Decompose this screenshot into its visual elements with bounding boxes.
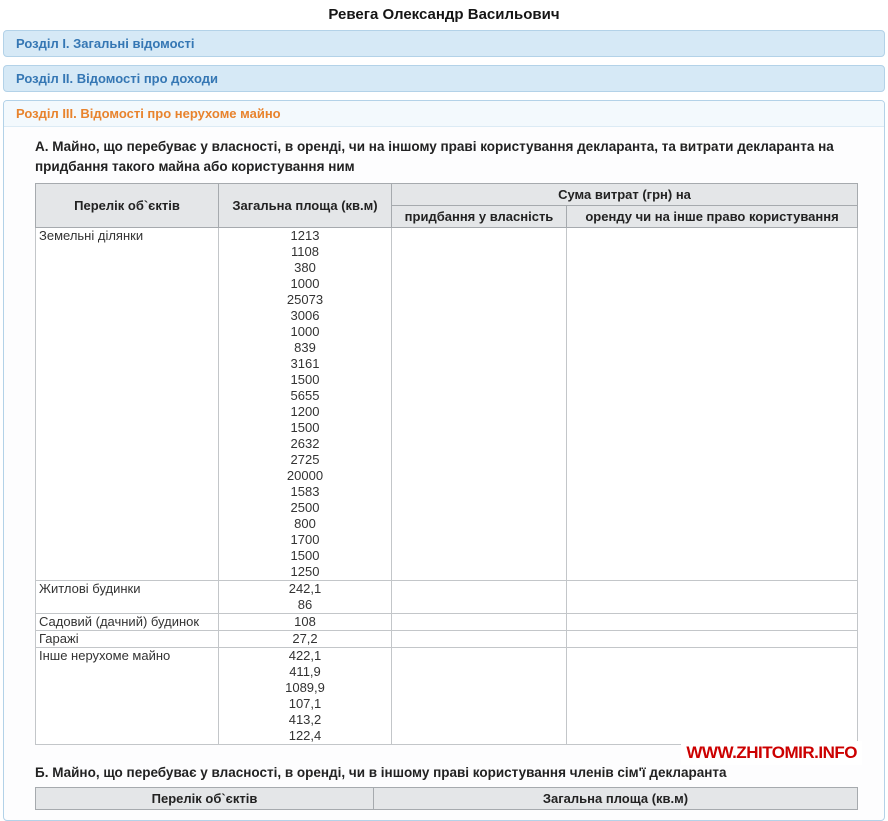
- property-table-body: [36, 228, 858, 745]
- area-value: 20000: [286, 468, 324, 483]
- area-values-cell: [219, 614, 392, 631]
- area-value: 411,9: [289, 664, 321, 679]
- area-value: 1108: [291, 244, 319, 259]
- accordion-panel-3: [3, 100, 885, 821]
- area-value: 413,2: [288, 712, 322, 727]
- object-type-cell: Садовий (дачний) будинок: [36, 614, 219, 631]
- rent-cost-cell: [567, 581, 858, 614]
- accordion-section-1[interactable]: Розділ I. Загальні відомості: [3, 30, 885, 57]
- purchase-cost-cell: [392, 581, 567, 614]
- table-a-header-row-1: [36, 184, 858, 206]
- area-value: 107,1: [288, 696, 322, 711]
- area-value: 86: [297, 597, 313, 612]
- table-row: [36, 631, 858, 648]
- purchase-cost-cell: [392, 614, 567, 631]
- col-header-objects: Перелік об`єктів: [36, 184, 219, 228]
- col-header-rent: оренду чи на інше право користування: [567, 206, 858, 228]
- area-value: 1500: [290, 372, 320, 387]
- area-value: 1089,9: [285, 680, 325, 695]
- col-header-purchase: придбання у власність: [392, 206, 567, 228]
- area-value: 242,1: [288, 581, 322, 596]
- table-row: [36, 228, 858, 581]
- area-value: 2725: [290, 452, 320, 467]
- area-values-cell: [219, 228, 392, 581]
- area-value: 5655: [290, 388, 320, 403]
- col-header-area-b: Загальна площа (кв.м): [374, 788, 858, 810]
- area-value: 1000: [290, 324, 320, 339]
- object-type-cell: Житлові будинки: [36, 581, 219, 614]
- object-type-cell: Інше нерухоме майно: [36, 648, 219, 745]
- section-a-heading: А. Майно, що перебуває у власності, в оренді, чи на іншому праві користування декларанта, та витрати декларанта на придбання такого майна або користування ним: [35, 139, 834, 174]
- area-value: 27,2: [292, 631, 318, 646]
- area-values-cell: [219, 581, 392, 614]
- purchase-cost-cell: [392, 648, 567, 745]
- area-value: 1700: [290, 532, 320, 547]
- object-type-cell: Гаражі: [36, 631, 219, 648]
- purchase-cost-cell: [392, 228, 567, 581]
- table-row: [36, 648, 858, 745]
- area-values-cell: [219, 631, 392, 648]
- rent-cost-cell: [567, 631, 858, 648]
- area-value: 2500: [290, 500, 320, 515]
- accordion-section-2[interactable]: Розділ II. Відомості про доходи: [3, 65, 885, 92]
- table-b-header-row: [36, 788, 858, 810]
- area-value: 2632: [290, 436, 320, 451]
- area-value: 839: [294, 340, 316, 355]
- area-value: 1250: [290, 564, 320, 579]
- object-type-cell: Земельні ділянки: [36, 228, 219, 581]
- rent-cost-cell: [567, 614, 858, 631]
- area-value: 422,1: [288, 648, 322, 663]
- property-table-b: [35, 787, 858, 810]
- area-value: 1583: [290, 484, 320, 499]
- table-row: [36, 581, 858, 614]
- watermark: WWW.ZHITOMIR.INFO: [681, 741, 862, 765]
- table-row: [36, 614, 858, 631]
- purchase-cost-cell: [392, 631, 567, 648]
- area-value: 800: [294, 516, 316, 531]
- area-value: 380: [294, 260, 316, 275]
- area-value: 1200: [290, 404, 320, 419]
- area-value: 1000: [290, 276, 320, 291]
- accordion-section-3[interactable]: Розділ III. Відомості про нерухоме майно: [4, 101, 884, 127]
- rent-cost-cell: [567, 648, 858, 745]
- area-value: 3006: [290, 308, 320, 323]
- page-title: Ревега Олександр Васильович: [328, 6, 560, 23]
- col-header-objects-b: Перелік об`єктів: [36, 788, 374, 810]
- rent-cost-cell: [567, 228, 858, 581]
- col-header-costs: Сума витрат (грн) на: [392, 184, 858, 206]
- col-header-area: Загальна площа (кв.м): [219, 184, 392, 228]
- property-table-a: [35, 183, 858, 745]
- area-value: 122,4: [288, 728, 322, 743]
- area-value: 1500: [290, 548, 320, 563]
- section-b-heading: Б. Майно, що перебуває у власності, в оренді, чи в іншому праві користування членів сім'ї декларанта: [35, 765, 727, 780]
- area-value: 3161: [290, 356, 320, 371]
- area-values-cell: [219, 648, 392, 745]
- area-value: 25073: [286, 292, 324, 307]
- area-value: 1500: [290, 420, 320, 435]
- area-value: 108: [294, 614, 316, 629]
- area-value: 1213: [290, 228, 320, 243]
- section-3-content: [4, 127, 884, 820]
